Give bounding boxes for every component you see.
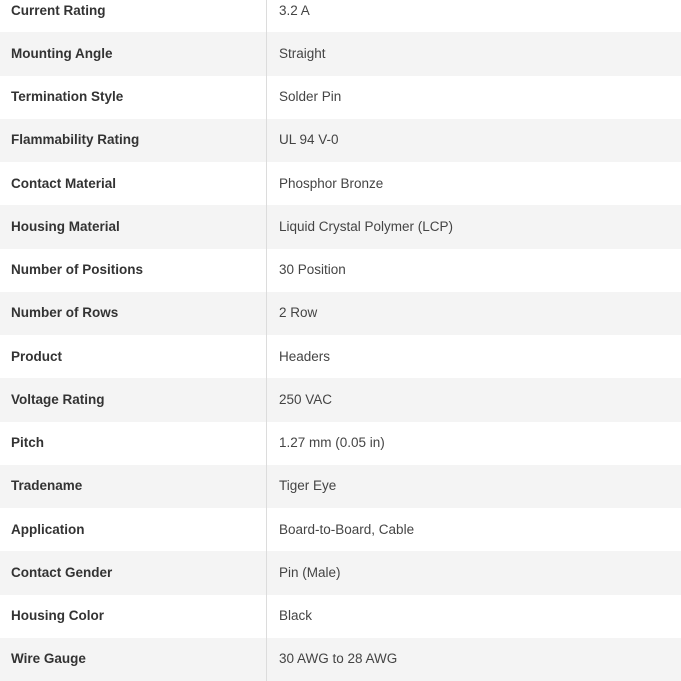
spec-row-contact-gender: [0, 551, 681, 594]
spec-label: Current Rating: [0, 0, 267, 32]
spec-row-voltage-rating: [0, 378, 681, 421]
spec-value: 3.2 A: [267, 0, 681, 32]
spec-label: Pitch: [0, 422, 267, 465]
spec-value: 1.27 mm (0.05 in): [267, 422, 681, 465]
spec-label: Housing Material: [0, 205, 267, 248]
spec-row-application: [0, 508, 681, 551]
spec-label: Flammability Rating: [0, 119, 267, 162]
spec-row-mounting-angle: [0, 32, 681, 75]
spec-row-flammability-rating: [0, 119, 681, 162]
spec-row-number-of-rows: [0, 292, 681, 335]
spec-row-wire-gauge: [0, 638, 681, 681]
spec-row-pitch: [0, 422, 681, 465]
spec-value: Black: [267, 595, 681, 638]
spec-label: Mounting Angle: [0, 32, 267, 75]
spec-value: 30 AWG to 28 AWG: [267, 638, 681, 681]
spec-value: Phosphor Bronze: [267, 162, 681, 205]
spec-label: Voltage Rating: [0, 378, 267, 421]
spec-value: Straight: [267, 32, 681, 75]
spec-row-housing-material: [0, 205, 681, 248]
spec-value: Tiger Eye: [267, 465, 681, 508]
spec-value: Liquid Crystal Polymer (LCP): [267, 205, 681, 248]
spec-label: Wire Gauge: [0, 638, 267, 681]
spec-row-contact-material: [0, 162, 681, 205]
spec-label: Contact Gender: [0, 551, 267, 594]
spec-value: Headers: [267, 335, 681, 378]
spec-value: 2 Row: [267, 292, 681, 335]
spec-row-housing-color: [0, 595, 681, 638]
spec-row-product: [0, 335, 681, 378]
spec-row-number-of-positions: [0, 249, 681, 292]
spec-value: 250 VAC: [267, 378, 681, 421]
spec-row-tradename: [0, 465, 681, 508]
spec-value: UL 94 V-0: [267, 119, 681, 162]
spec-row-termination-style: [0, 76, 681, 119]
spec-label: Number of Rows: [0, 292, 267, 335]
spec-label: Number of Positions: [0, 249, 267, 292]
spec-value: Board-to-Board, Cable: [267, 508, 681, 551]
spec-row-current-rating: [0, 0, 681, 32]
spec-value: 30 Position: [267, 249, 681, 292]
spec-label: Application: [0, 508, 267, 551]
spec-label: Product: [0, 335, 267, 378]
spec-label: Contact Material: [0, 162, 267, 205]
spec-value: Solder Pin: [267, 76, 681, 119]
spec-label: Termination Style: [0, 76, 267, 119]
spec-label: Tradename: [0, 465, 267, 508]
spec-label: Housing Color: [0, 595, 267, 638]
spec-value: Pin (Male): [267, 551, 681, 594]
